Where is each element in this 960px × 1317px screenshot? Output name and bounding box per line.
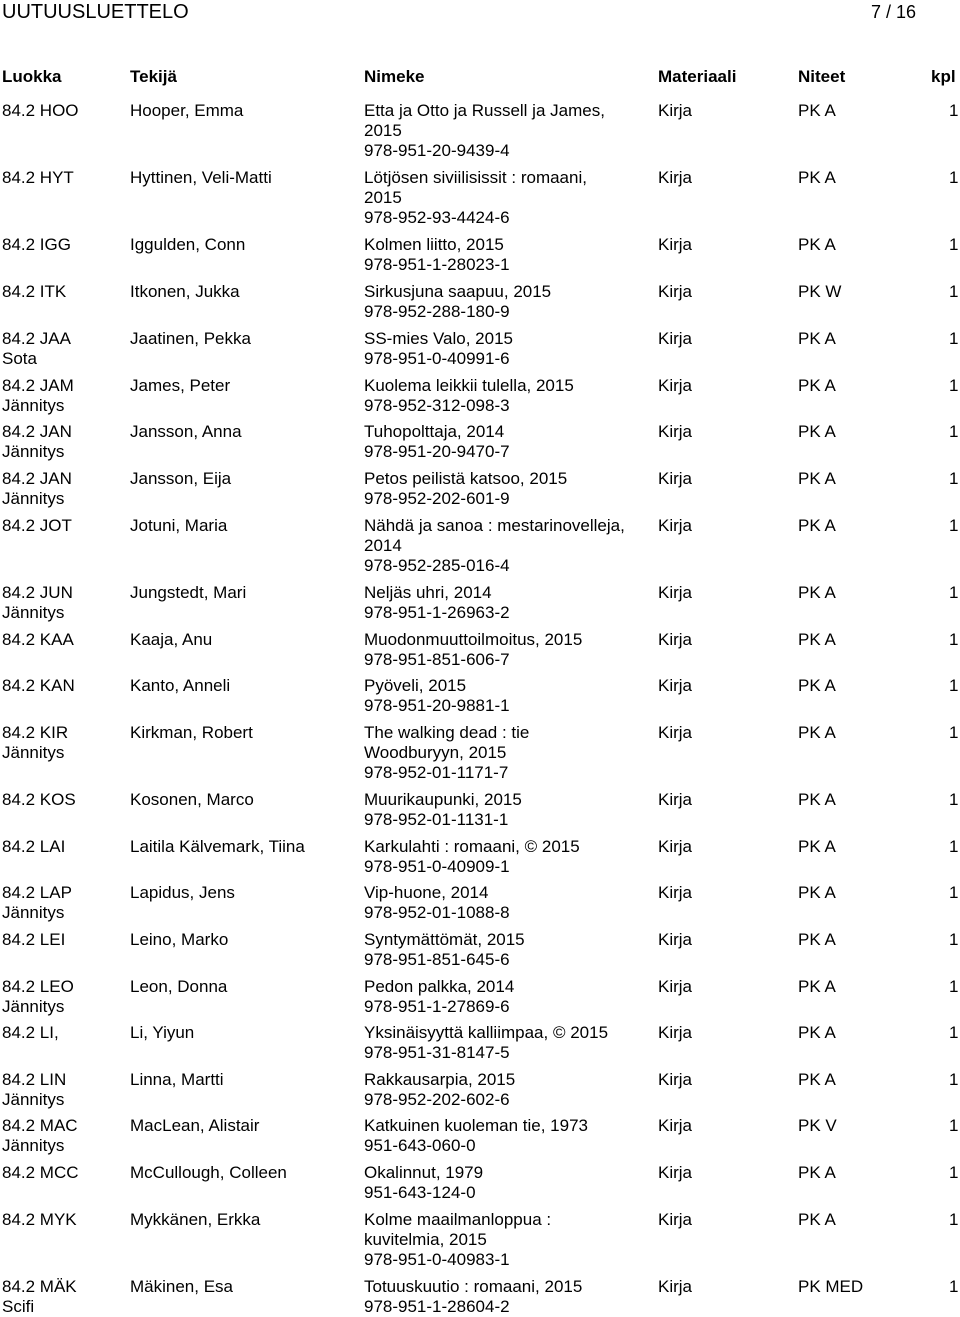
table-row xyxy=(0,1277,960,1317)
cell-count: 1 xyxy=(949,930,959,949)
cell-count: 1 xyxy=(949,676,959,695)
class-line: 84.2 ITK xyxy=(2,282,67,301)
title-line: 978-952-288-180-9 xyxy=(364,302,510,321)
cell-notes: PK A xyxy=(798,235,836,254)
cell-material: Kirja xyxy=(658,1023,693,1042)
cell-author: Hooper, Emma xyxy=(130,101,244,120)
table-row xyxy=(0,930,960,970)
class-line: 84.2 MAC xyxy=(2,1116,78,1135)
cell-title xyxy=(364,1210,551,1270)
cell-author: Leon, Donna xyxy=(130,977,228,996)
title-line: kuvitelmia, 2015 xyxy=(364,1230,487,1249)
class-line: Jännitys xyxy=(2,489,65,508)
cell-author: Leino, Marko xyxy=(130,930,229,949)
cell-author: Jaatinen, Pekka xyxy=(130,329,251,348)
cell-notes: PK MED xyxy=(798,1277,864,1296)
cell-material: Kirja xyxy=(658,1163,693,1182)
cell-class xyxy=(2,1163,79,1183)
cell-material: Kirja xyxy=(658,790,693,809)
title-line: 978-952-93-4424-6 xyxy=(364,208,510,227)
title-line: 978-951-1-27869-6 xyxy=(364,997,510,1016)
cell-material: Kirja xyxy=(658,516,693,535)
table-row xyxy=(0,376,960,416)
table-row xyxy=(0,422,960,462)
cell-material: Kirja xyxy=(658,723,693,742)
title-line: Pedon palkka, 2014 xyxy=(364,977,515,996)
cell-notes: PK A xyxy=(798,1163,836,1182)
title-line: Woodburyyn, 2015 xyxy=(364,743,507,762)
title-line: 2015 xyxy=(364,188,402,207)
cell-title xyxy=(364,790,522,830)
cell-author: Kirkman, Robert xyxy=(130,723,253,742)
title-line: 978-952-285-016-4 xyxy=(364,556,510,575)
class-line: 84.2 JAM xyxy=(2,376,74,395)
cell-count: 1 xyxy=(949,977,959,996)
cell-class xyxy=(2,837,65,857)
cell-notes: PK A xyxy=(798,1210,836,1229)
cell-count: 1 xyxy=(949,422,959,441)
class-line: Jännitys xyxy=(2,396,65,415)
cell-material: Kirja xyxy=(658,837,693,856)
cell-class xyxy=(2,790,76,810)
cell-notes: PK A xyxy=(798,469,836,488)
table-row xyxy=(0,282,960,322)
class-line: Jännitys xyxy=(2,442,65,461)
cell-author: Laitila Kälvemark, Tiina xyxy=(130,837,305,856)
title-line: Vip-huone, 2014 xyxy=(364,883,489,902)
title-line: 978-951-20-9470-7 xyxy=(364,442,510,461)
title-line: 951-643-060-0 xyxy=(364,1136,476,1155)
cell-author: Mykkänen, Erkka xyxy=(130,1210,261,1229)
table-row xyxy=(0,583,960,623)
cell-notes: PK A xyxy=(798,422,836,441)
cell-notes: PK A xyxy=(798,168,836,187)
title-line: Nähdä ja sanoa : mestarinovelleja, xyxy=(364,516,625,535)
cell-count: 1 xyxy=(949,282,959,301)
cell-author: Lapidus, Jens xyxy=(130,883,235,902)
table-row xyxy=(0,469,960,509)
table-row xyxy=(0,883,960,923)
table-row xyxy=(0,1116,960,1156)
cell-class xyxy=(2,376,74,416)
class-line: 84.2 LEI xyxy=(2,930,66,949)
class-line: Jännitys xyxy=(2,1090,65,1109)
class-line: 84.2 KOS xyxy=(2,790,76,809)
title-line: Karkulahti : romaani, © 2015 xyxy=(364,837,580,856)
title-line: 951-643-124-0 xyxy=(364,1183,476,1202)
class-line: 84.2 LIN xyxy=(2,1070,67,1089)
cell-author: Itkonen, Jukka xyxy=(130,282,240,301)
cell-title xyxy=(364,469,567,509)
cell-title xyxy=(364,101,605,161)
cell-count: 1 xyxy=(949,630,959,649)
cell-notes: PK W xyxy=(798,282,842,301)
title-line: The walking dead : tie xyxy=(364,723,530,742)
title-line: Okalinnut, 1979 xyxy=(364,1163,484,1182)
cell-material: Kirja xyxy=(658,930,693,949)
cell-material: Kirja xyxy=(658,583,693,602)
title-line: Syntymättömät, 2015 xyxy=(364,930,525,949)
cell-class xyxy=(2,422,72,462)
cell-author: Mäkinen, Esa xyxy=(130,1277,233,1296)
cell-title xyxy=(364,837,580,877)
table-row xyxy=(0,1163,960,1203)
table-row xyxy=(0,168,960,228)
cell-class xyxy=(2,516,72,536)
title-line: 2014 xyxy=(364,536,402,555)
cell-title xyxy=(364,168,587,228)
cell-author: Iggulden, Conn xyxy=(130,235,246,254)
cell-material: Kirja xyxy=(658,282,693,301)
cell-material: Kirja xyxy=(658,469,693,488)
title-line: 978-952-202-601-9 xyxy=(364,489,510,508)
cell-class xyxy=(2,1070,66,1110)
table-row xyxy=(0,516,960,576)
cell-author: Jotuni, Maria xyxy=(130,516,228,535)
table-row xyxy=(0,630,960,670)
class-line: 84.2 JAA xyxy=(2,329,71,348)
cell-author: Hyttinen, Veli-Matti xyxy=(130,168,272,187)
cell-class xyxy=(2,930,65,950)
cell-class xyxy=(2,723,68,763)
class-line: Jännitys xyxy=(2,603,65,622)
cell-count: 1 xyxy=(949,790,959,809)
cell-author: James, Peter xyxy=(130,376,231,395)
cell-count: 1 xyxy=(949,1023,959,1042)
cell-material: Kirja xyxy=(658,676,693,695)
cell-material: Kirja xyxy=(658,235,693,254)
cell-class xyxy=(2,883,72,923)
class-line: 84.2 LAI xyxy=(2,837,66,856)
cell-author: Kosonen, Marco xyxy=(130,790,254,809)
cell-author: Linna, Martti xyxy=(130,1070,224,1089)
cell-material: Kirja xyxy=(658,1070,693,1089)
title-line: 978-951-1-26963-2 xyxy=(364,603,510,622)
class-line: 84.2 KAA xyxy=(2,630,74,649)
title-line: Muodonmuuttoilmoitus, 2015 xyxy=(364,630,583,649)
cell-count: 1 xyxy=(949,1116,959,1135)
title-line: Tuhopolttaja, 2014 xyxy=(364,422,505,441)
header-class: Luokka xyxy=(2,67,62,86)
cell-author: Jansson, Eija xyxy=(130,469,232,488)
title-line: 978-951-0-40983-1 xyxy=(364,1250,510,1269)
cell-material: Kirja xyxy=(658,883,693,902)
cell-title xyxy=(364,329,513,369)
title-line: 978-951-20-9439-4 xyxy=(364,141,510,160)
cell-class xyxy=(2,329,71,369)
cell-author: Jungstedt, Mari xyxy=(130,583,247,602)
class-line: 84.2 MÄK xyxy=(2,1277,77,1296)
title-line: 978-952-01-1131-1 xyxy=(364,810,509,829)
cell-material: Kirja xyxy=(658,168,693,187)
class-line: Jännitys xyxy=(2,903,65,922)
title-line: 978-951-31-8147-5 xyxy=(364,1043,510,1062)
cell-class xyxy=(2,235,71,255)
cell-class xyxy=(2,583,73,623)
cell-title xyxy=(364,977,514,1017)
table-header xyxy=(0,67,960,89)
class-line: 84.2 IGG xyxy=(2,235,71,254)
cell-notes: PK A xyxy=(798,930,836,949)
header-notes: Niteet xyxy=(798,67,846,86)
title-line: Totuuskuutio : romaani, 2015 xyxy=(364,1277,583,1296)
cell-author: Kanto, Anneli xyxy=(130,676,231,695)
title-line: 978-952-01-1171-7 xyxy=(364,763,509,782)
page-title: UUTUUSLUETTELO xyxy=(2,1,189,23)
cell-notes: PK A xyxy=(798,516,836,535)
title-line: 978-952-01-1088-8 xyxy=(364,903,510,922)
cell-notes: PK A xyxy=(798,583,836,602)
cell-title xyxy=(364,516,625,576)
cell-notes: PK A xyxy=(798,376,836,395)
class-line: 84.2 HYT xyxy=(2,168,74,187)
title-line: Sirkusjuna saapuu, 2015 xyxy=(364,282,552,301)
cell-count: 1 xyxy=(949,1070,959,1089)
cell-count: 1 xyxy=(949,329,959,348)
cell-material: Kirja xyxy=(658,977,693,996)
cell-notes: PK A xyxy=(798,790,836,809)
cell-class xyxy=(2,282,66,302)
cell-count: 1 xyxy=(949,235,959,254)
title-line: Kuolema leikkii tulella, 2015 xyxy=(364,376,574,395)
class-line: 84.2 MYK xyxy=(2,1210,77,1229)
table-row xyxy=(0,790,960,830)
title-line: Neljäs uhri, 2014 xyxy=(364,583,492,602)
cell-count: 1 xyxy=(949,1277,959,1296)
cell-count: 1 xyxy=(949,168,959,187)
class-line: 84.2 JAN xyxy=(2,469,72,488)
cell-author: Li, Yiyun xyxy=(130,1023,195,1042)
cell-title xyxy=(364,1070,515,1110)
cell-notes: PK A xyxy=(798,883,836,902)
cell-notes: PK V xyxy=(798,1116,837,1135)
cell-title xyxy=(364,723,529,783)
class-line: 84.2 LI, xyxy=(2,1023,59,1042)
cell-title xyxy=(364,235,510,275)
cell-title xyxy=(364,1163,483,1203)
table-row xyxy=(0,1210,960,1270)
cell-count: 1 xyxy=(949,376,959,395)
header-material: Materiaali xyxy=(658,67,737,86)
cell-notes: PK A xyxy=(798,977,836,996)
cell-material: Kirja xyxy=(658,1277,693,1296)
cell-notes: PK A xyxy=(798,630,836,649)
cell-class xyxy=(2,1210,77,1230)
cell-count: 1 xyxy=(949,583,959,602)
title-line: Muurikaupunki, 2015 xyxy=(364,790,522,809)
cell-class xyxy=(2,630,74,650)
header-count: kpl xyxy=(931,67,956,86)
title-line: Katkuinen kuoleman tie, 1973 xyxy=(364,1116,588,1135)
class-line: Jännitys xyxy=(2,997,65,1016)
table-row xyxy=(0,1070,960,1110)
class-line: Jännitys xyxy=(2,743,65,762)
cell-class xyxy=(2,1277,77,1317)
cell-material: Kirja xyxy=(658,630,693,649)
cell-class xyxy=(2,1023,59,1043)
cell-notes: PK A xyxy=(798,723,836,742)
cell-class xyxy=(2,101,79,121)
cell-title xyxy=(364,376,574,416)
title-line: Etta ja Otto ja Russell ja James, xyxy=(364,101,605,120)
cell-count: 1 xyxy=(949,723,959,742)
class-line: 84.2 MCC xyxy=(2,1163,79,1182)
cell-class xyxy=(2,977,74,1017)
cell-title xyxy=(364,1277,582,1317)
cell-material: Kirja xyxy=(658,329,693,348)
title-line: Yksinäisyyttä kalliimpaa, © 2015 xyxy=(364,1023,609,1042)
cell-author: Kaaja, Anu xyxy=(130,630,213,649)
table-row xyxy=(0,235,960,275)
title-line: 978-951-851-645-6 xyxy=(364,950,510,969)
cell-material: Kirja xyxy=(658,422,693,441)
header-title: Nimeke xyxy=(364,67,425,86)
cell-title xyxy=(364,583,510,623)
cell-author: McCullough, Colleen xyxy=(130,1163,287,1182)
title-line: 978-951-851-606-7 xyxy=(364,650,510,669)
cell-title xyxy=(364,1023,608,1063)
class-line: 84.2 JOT xyxy=(2,516,72,535)
cell-author: Jansson, Anna xyxy=(130,422,242,441)
cell-class xyxy=(2,676,75,696)
title-line: Lötjösen siviilisissit : romaani, xyxy=(364,168,587,187)
cell-count: 1 xyxy=(949,1210,959,1229)
table-row xyxy=(0,723,960,783)
class-line: 84.2 LAP xyxy=(2,883,72,902)
table-row xyxy=(0,329,960,369)
title-line: Kolmen liitto, 2015 xyxy=(364,235,504,254)
table-row xyxy=(0,101,960,161)
class-line: 84.2 LEO xyxy=(2,977,74,996)
class-line: Sota xyxy=(2,349,37,368)
title-line: 978-952-312-098-3 xyxy=(364,396,510,415)
cell-class xyxy=(2,469,72,509)
title-line: 978-951-1-28023-1 xyxy=(364,255,510,274)
class-line: 84.2 KAN xyxy=(2,676,75,695)
title-line: 978-951-1-28604-2 xyxy=(364,1297,510,1316)
title-line: Petos peilistä katsoo, 2015 xyxy=(364,469,568,488)
cell-title xyxy=(364,422,510,462)
class-line: 84.2 JUN xyxy=(2,583,73,602)
cell-notes: PK A xyxy=(798,1023,836,1042)
title-line: Pyöveli, 2015 xyxy=(364,676,467,695)
class-line: 84.2 JAN xyxy=(2,422,72,441)
cell-count: 1 xyxy=(949,101,959,120)
cell-notes: PK A xyxy=(798,1070,836,1089)
header-author: Tekijä xyxy=(130,67,177,86)
cell-count: 1 xyxy=(949,1163,959,1182)
cell-count: 1 xyxy=(949,516,959,535)
title-line: 978-951-0-40991-6 xyxy=(364,349,510,368)
title-line: SS-mies Valo, 2015 xyxy=(364,329,513,348)
title-line: Rakkausarpia, 2015 xyxy=(364,1070,516,1089)
cell-class xyxy=(2,168,74,188)
page-number: 7 / 16 xyxy=(870,2,916,22)
cell-material: Kirja xyxy=(658,376,693,395)
cell-title xyxy=(364,282,551,322)
title-line: 978-951-0-40909-1 xyxy=(364,857,510,876)
cell-material: Kirja xyxy=(658,1116,693,1135)
cell-class xyxy=(2,1116,78,1156)
table-row xyxy=(0,977,960,1017)
cell-title xyxy=(364,930,525,970)
cell-notes: PK A xyxy=(798,329,836,348)
cell-count: 1 xyxy=(949,883,959,902)
cell-material: Kirja xyxy=(658,101,693,120)
cell-title xyxy=(364,676,510,716)
cell-count: 1 xyxy=(949,837,959,856)
title-line: 978-952-202-602-6 xyxy=(364,1090,510,1109)
cell-title xyxy=(364,630,582,670)
table-row xyxy=(0,1023,960,1063)
cell-author: MacLean, Alistair xyxy=(130,1116,260,1135)
table-row xyxy=(0,676,960,716)
table-row xyxy=(0,837,960,877)
title-line: Kolme maailmanloppua : xyxy=(364,1210,552,1229)
class-line: 84.2 KIR xyxy=(2,723,69,742)
title-line: 978-951-20-9881-1 xyxy=(364,696,510,715)
cell-notes: PK A xyxy=(798,837,836,856)
cell-count: 1 xyxy=(949,469,959,488)
cell-notes: PK A xyxy=(798,676,836,695)
class-line: 84.2 HOO xyxy=(2,101,79,120)
class-line: Jännitys xyxy=(2,1136,65,1155)
cell-title xyxy=(364,1116,588,1156)
cell-title xyxy=(364,883,510,923)
title-line: 2015 xyxy=(364,121,402,140)
cell-material: Kirja xyxy=(658,1210,693,1229)
cell-notes: PK A xyxy=(798,101,836,120)
class-line: Scifi xyxy=(2,1297,35,1316)
